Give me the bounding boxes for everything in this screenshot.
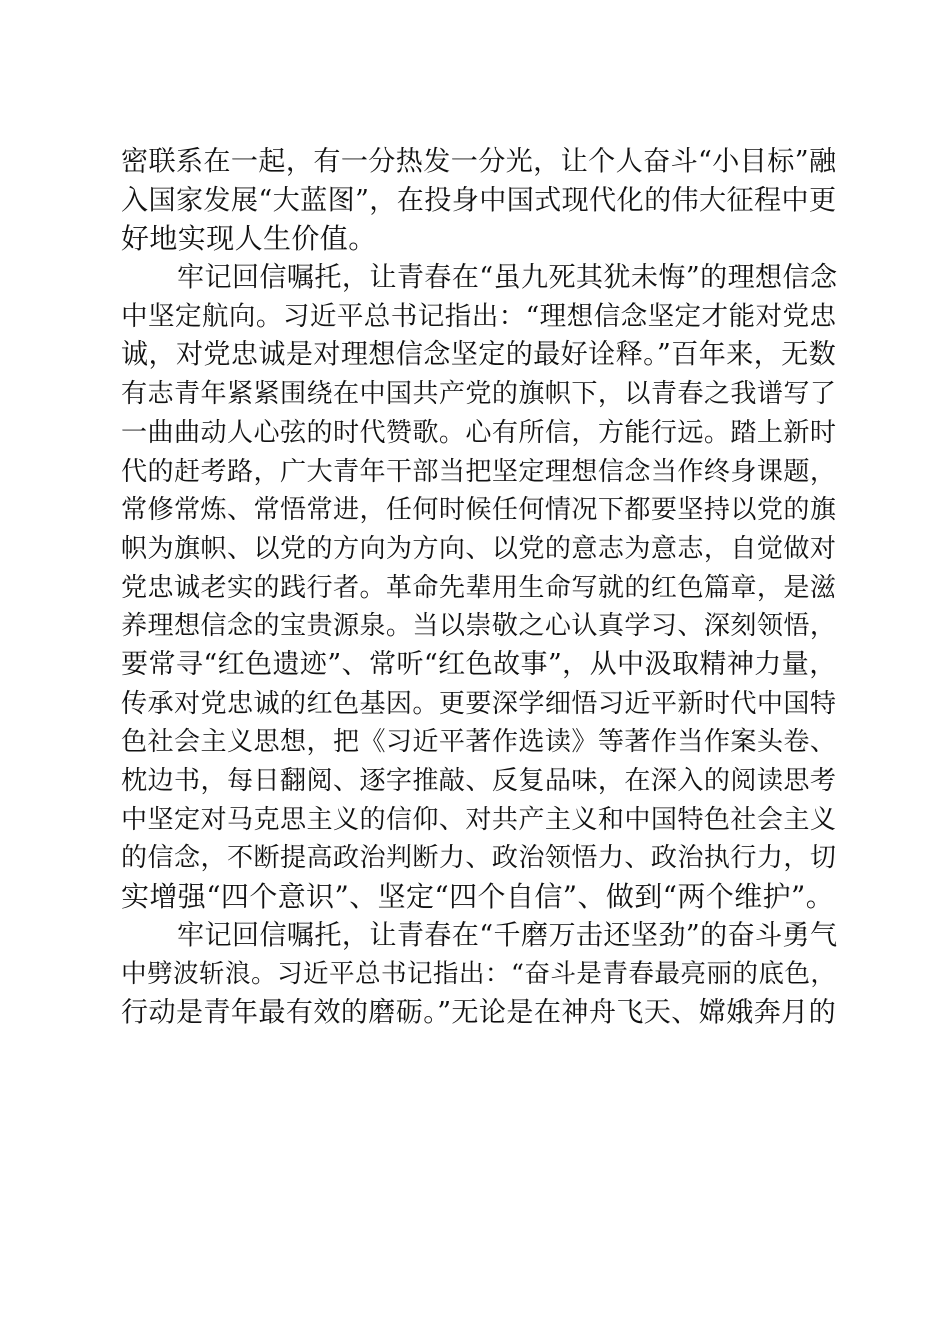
text-line: 常修常炼、常悟常进，任何时候任何情况下都要坚持以党的旗 — [121, 495, 837, 526]
text-line: 有志青年紧紧围绕在中国共产党的旗帜下，以青春之我谱写了 — [121, 379, 837, 410]
text-line: 枕边书，每日翻阅、逐字推敲、反复品味，在深入的阅读思考 — [121, 766, 837, 796]
text-line: 养理想信念的宝贵源泉。当以崇敬之心认真学习、深刻领悟， — [121, 611, 837, 642]
text-line: 中劈波斩浪。习近平总书记指出：“奋斗是青春最亮丽的底色， — [121, 959, 837, 990]
text-line: 好地实现人生价值。 — [121, 222, 377, 256]
text-line: 一曲曲动人心弦的时代赞歌。心有所信，方能行远。踏上新时 — [121, 417, 837, 448]
text-line: 党忠诚老实的践行者。革命先辈用生命写就的红色篇章，是滋 — [121, 572, 837, 603]
text-line: 帜为旗帜、以党的方向为方向、以党的意志为意志，自觉做对 — [121, 533, 837, 564]
text-line: 密联系在一起，有一分热发一分光，让个人奋斗“小目标”融 — [121, 146, 837, 177]
text-line: 中坚定航向。习近平总书记指出：“理想信念坚定才能对党忠 — [121, 300, 837, 332]
text-line: 诚，对党忠诚是对理想信念坚定的最好诠释。”百年来，无数 — [121, 339, 837, 371]
text-line: 入国家发展“大蓝图”，在投身中国式现代化的伟大征程中更 — [121, 184, 837, 216]
text-line: 代的赶考路，广大青年干部当把坚定理想信念当作终身课题， — [121, 456, 837, 487]
text-line: 的信念，不断提高政治判断力、政治领悟力、政治执行力，切 — [121, 843, 837, 874]
text-line: 要常寻“红色遗迹”、常听“红色故事”，从中汲取精神力量， — [121, 648, 837, 680]
paragraph-first-line: 牢记回信嘱托，让青春在“千磨万击还坚劲”的奋斗勇气 — [177, 919, 838, 951]
text-line: 色社会主义思想，把《习近平著作选读》等著作当作案头卷、 — [121, 727, 837, 758]
document-body-text — [121, 143, 836, 1033]
text-line: 中坚定对马克思主义的信仰、对共产主义和中国特色社会主义 — [121, 804, 837, 835]
text-line: 行动是青年最有效的磨砺。”无论是在神舟飞天、嫦娥奔月的 — [121, 997, 837, 1029]
text-line: 实增强“四个意识”、坚定“四个自信”、做到“两个维护”。 — [121, 880, 835, 914]
paragraph-first-line: 牢记回信嘱托，让青春在“虽九死其犹未悔”的理想信念 — [177, 262, 838, 294]
text-line: 传承对党忠诚的红色基因。更要深学细悟习近平新时代中国特 — [121, 688, 837, 719]
